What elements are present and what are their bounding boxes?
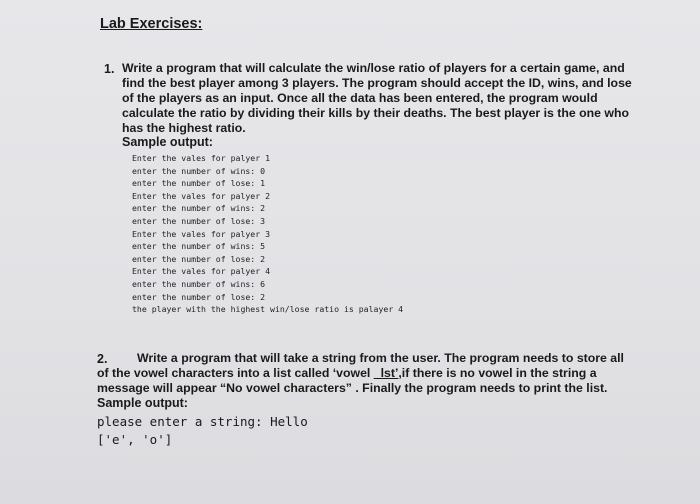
question-2-list-name: _lst’ [373,366,399,380]
question-1-sample-output [132,152,403,316]
console-line: enter the number of lose: 2 [132,291,266,302]
console-line: Enter the vales for palyer 3 [132,228,271,239]
console-line: Enter the vales for palyer 1 [132,153,271,163]
console-line: enter the number of wins: 6 [132,278,266,289]
question-1-sample-label: Sample output: [122,135,213,149]
question-2-sample-label: Sample output: [97,396,188,410]
console-line: enter the number of lose: 2 [132,253,266,264]
question-1-text: Write a program that will calculate the win/lose ratio of players for a certain game, and find the best player among 3 players. The program should accept the ID, wins, and lose of the players as an input. Once all the data has been entered, the program would calculate the ratio by dividing their kills by their deaths. The best player is the one who has the highest ratio. [122,61,632,135]
console-line: Enter the vales for palyer 2 [132,190,271,201]
console-line: the player with the highest win/lose ratio is palayer 4 [132,304,404,315]
console-line: enter the number of wins: 2 [132,203,266,214]
output-line: please enter a string: Hello [97,414,308,429]
question-1-number: 1. [104,62,115,76]
question-2-text-part: ,if there is no vowel in the string a message will appear “No vowel characters” . Finally the program needs to print the list. [97,366,608,395]
console-line: enter the number of wins: 5 [132,241,266,252]
console-line: Enter the vales for palyer 4 [132,266,271,277]
output-line: ['e', 'o'] [97,432,173,447]
console-line: enter the number of lose: 1 [132,178,266,189]
console-line: enter the number of lose: 3 [132,215,266,226]
question-2-text [97,351,637,396]
question-2-text-part: Write a program that will take a string from the user. The program needs to store all of the vowel characters into a list called ‘vowel [97,351,624,380]
question-2-number: 2. [97,352,108,366]
page-title: Lab Exercises: [100,16,203,32]
console-line: enter the number of wins: 0 [132,165,266,176]
question-2-sample-output [97,413,308,449]
